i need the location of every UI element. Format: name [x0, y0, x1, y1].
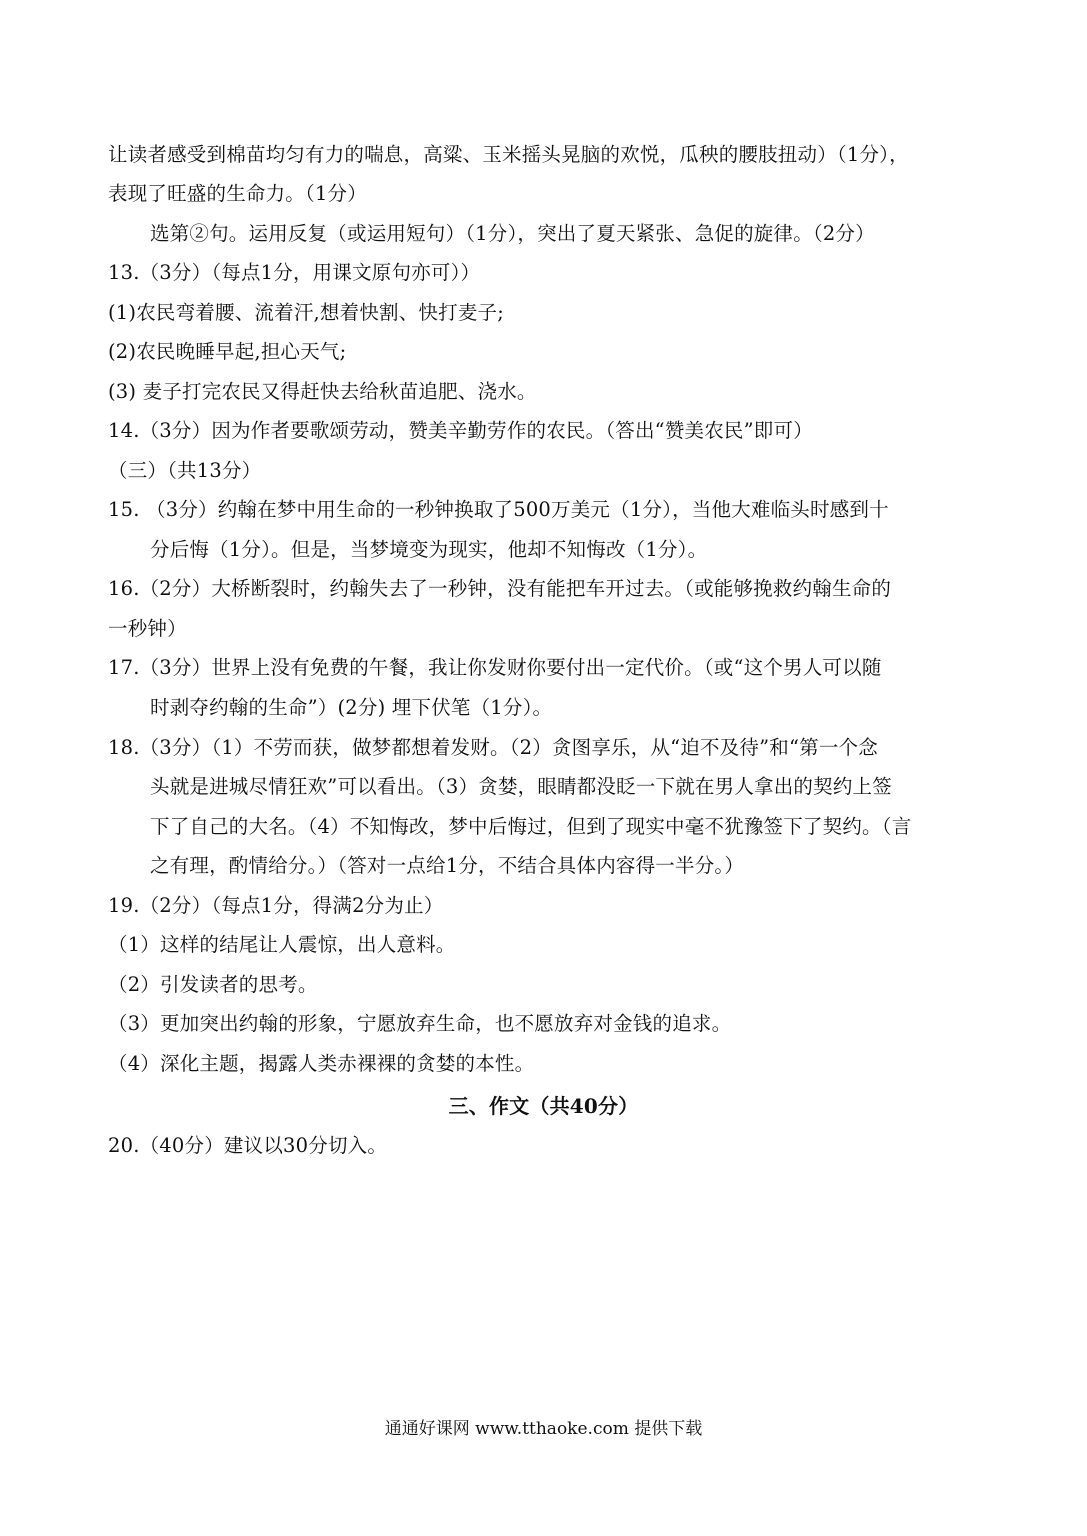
- question-19-heading: 19.（2分）（每点1分，得满2分为止）: [108, 894, 444, 917]
- text-line: 时剥夺约翰的生命”）(2分) 埋下伏笔（1分）。: [150, 696, 553, 719]
- text-line: 选第②句。运用反复（或运用短句）（1分），突出了夏天紧张、急促的旋律。（2分）: [150, 222, 875, 245]
- text-line: （1）这样的结尾让人震惊，出人意料。: [108, 933, 456, 956]
- text-line: 表现了旺盛的生命力。（1分）: [108, 182, 367, 205]
- question-18-heading: 18.（3分）（1）不劳而获，做梦都想着发财。（2）贪图享乐，从“迫不及待”和“第一个念: [108, 736, 878, 759]
- composition-section-heading: 三、作文（共40分）: [448, 1094, 639, 1118]
- question-20-heading: 20.（40分）建议以30分切入。: [108, 1134, 388, 1157]
- text-line: （4）深化主题，揭露人类赤裸裸的贪婪的本性。: [108, 1052, 535, 1075]
- text-line: 之有理，酌情给分。）（答对一点给1分，不结合具体内容得一半分。）: [150, 854, 745, 877]
- question-15-heading: 15. （3分）约翰在梦中用生命的一秒钟换取了500万美元（1分），当他大难临头时感到十: [108, 498, 889, 521]
- question-17-heading: 17.（3分）世界上没有免费的午餐，我让你发财你要付出一定代价。（或“这个男人可以随: [108, 656, 882, 679]
- text-line: （2）引发读者的思考。: [108, 973, 318, 996]
- question-13-heading: 13.（3分）（每点1分，用课文原句亦可））: [108, 261, 481, 284]
- text-line: 头就是进城尽情狂欢”可以看出。（3）贪婪，眼睛都没眨一下就在男人拿出的契约上签: [150, 775, 892, 798]
- question-14-heading: 14.（3分）因为作者要歌颂劳动，赞美辛勤劳作的农民。（答出“赞美农民”即可）: [108, 419, 813, 442]
- text-line: 分后悔（1分）。但是，当梦境变为现实，他却不知悔改（1分）。: [150, 538, 708, 561]
- text-line: (1)农民弯着腰、流着汗,想着快割、快打麦子;: [108, 301, 504, 324]
- text-line: 让读者感受到棉苗均匀有力的喘息，高粱、玉米摇头晃脑的欢悦，瓜秧的腰肢扭动）（1分），: [108, 143, 909, 166]
- text-line: 下了自己的大名。（4）不知悔改，梦中后悔过，但到了现实中毫不犹豫签下了契约。（言: [150, 815, 912, 838]
- text-line: (3) 麦子打完农民又得赶快去给秋苗追肥、浇水。: [108, 380, 537, 403]
- question-16-heading: 16.（2分）大桥断裂时，约翰失去了一秒钟，没有能把车开过去。（或能够挽救约翰生命的: [108, 577, 892, 600]
- text-line: (2)农民晚睡早起,担心天气;: [108, 340, 347, 363]
- section-heading: （三）（共13分）: [108, 459, 262, 482]
- text-line: 一秒钟）: [108, 617, 187, 640]
- page-footer: 通通好课网 www.tthaoke.com 提供下载: [384, 1419, 703, 1439]
- text-line: （3）更加突出约翰的形象，宁愿放弃生命，也不愿放弃对金钱的追求。: [108, 1012, 732, 1035]
